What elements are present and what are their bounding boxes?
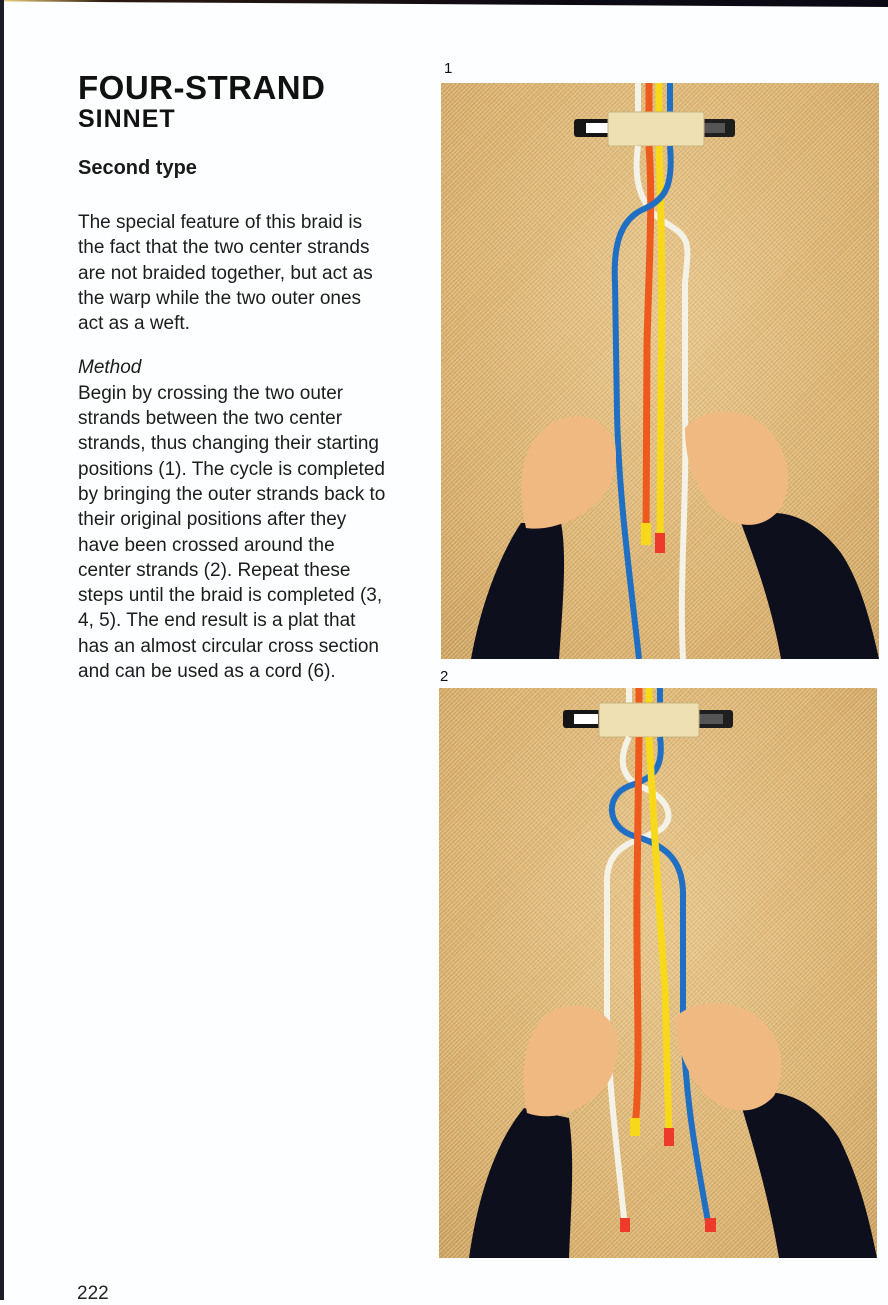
figure-2-photo [439,688,877,1258]
text-column [78,70,388,684]
section-title: Second type [78,157,197,179]
braiding-illustration-1 [441,83,879,659]
page-title: FOUR-STRAND [78,69,326,106]
method-paragraph: Begin by crossing the two outer strands between the two center strands, thus changing their starting positions (1). The cycle is completed by bringing the outer strands back to their original positions after they have been crossed around the center strands (2). Repeat these steps until the braid is completed (3, 4, 5). The end result is a plat that has an almost circular cross section and can be used as a cord (6). [78,382,386,683]
figure-2-number: 2 [440,668,449,685]
braiding-illustration-2 [439,688,877,1258]
page-left-edge [0,0,4,1300]
intro-paragraph: The special feature of this braid is the fact that the two center strands are not braided together, but act as the warp while the two outer ones act as a weft. [78,212,373,335]
figure-1-number: 1 [444,60,453,77]
page-number: 222 [77,1283,109,1304]
method-heading: Method [78,357,142,379]
figure-1-photo [441,83,879,659]
page-subtitle: SINNET [78,105,176,133]
page-top-edge [0,0,888,7]
